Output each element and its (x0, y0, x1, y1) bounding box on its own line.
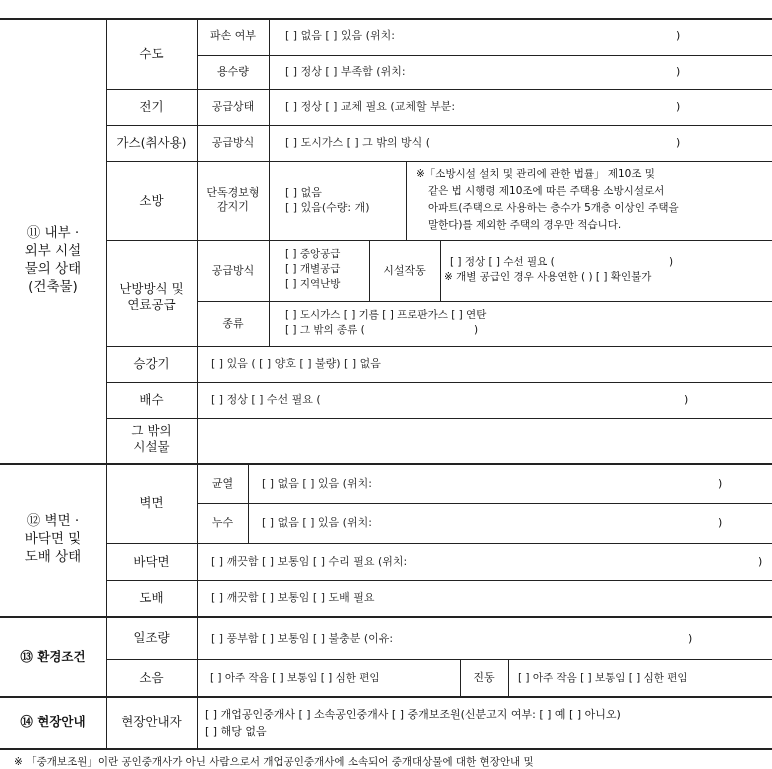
rule (406, 161, 407, 240)
heating-type-other[interactable]: [ ] 그 밖의 종류 ( (285, 324, 365, 336)
rule (106, 382, 772, 383)
rule (106, 240, 772, 241)
fire-label: 소방 (139, 193, 164, 208)
rule (106, 125, 772, 126)
rule (248, 463, 249, 543)
rule (197, 696, 198, 748)
noise-options[interactable]: [ ] 아주 작음 [ ] 보통임 [ ] 심한 편임 (210, 672, 380, 684)
fire-sub-label-1: 단독경보형 (206, 186, 260, 199)
guide-options[interactable]: [ ] 개업공인중개사 [ ] 소속공인중개사 [ ] 중개보조원(신분고지 여부: [ ] 예 [ ] 아니오) (205, 708, 621, 721)
section-13-title: ⑬ 환경조건 (20, 649, 86, 664)
rule (106, 418, 772, 419)
wallpaper-label: 도배 (139, 590, 164, 605)
heating-type-options[interactable]: [ ] 도시가스 [ ] 기름 [ ] 프로판가스 [ ] 연탄 (285, 309, 487, 321)
section-12-line2: 바닥면 및 (24, 531, 82, 547)
heating-type-label: 종류 (222, 317, 244, 330)
rule (440, 240, 441, 301)
electric-options[interactable]: [ ] 정상 [ ] 교체 필요 (교체할 부분: (285, 100, 456, 113)
drainage-options[interactable]: [ ] 정상 [ ] 수선 필요 ( (211, 393, 321, 406)
heating-lifespan-note[interactable]: ※ 개별 공급인 경우 사용연한 ( ) [ ] 확인불가 (444, 271, 652, 283)
close-paren: ) (676, 136, 681, 149)
wallpaper-options[interactable]: [ ] 깨끗함 [ ] 보통임 [ ] 도배 필요 (211, 591, 375, 604)
vibration-options[interactable]: [ ] 아주 작음 [ ] 보통임 [ ] 심한 편임 (518, 672, 688, 684)
wall-leak-options[interactable]: [ ] 없음 [ ] 있음 (위치: (262, 516, 372, 529)
heating-operation-options[interactable]: [ ] 정상 [ ] 수선 필요 ( (450, 256, 555, 268)
wall-crack-options[interactable]: [ ] 없음 [ ] 있음 (위치: (262, 477, 372, 490)
floor-label: 바닥면 (133, 554, 170, 569)
rule (197, 503, 772, 504)
footnote: ※ 「중개보조원」이란 공인중개사가 아닌 사람으로서 개업공인중개사에 소속되어 중개대상물에 대한 현장안내 및 (14, 756, 534, 768)
water-damage-label: 파손 여부 (209, 29, 256, 42)
rule (106, 543, 772, 544)
sunlight-options[interactable]: [ ] 풍부함 [ ] 보통임 [ ] 불충분 (이유: (211, 632, 394, 645)
section-12-line1: ⑫ 벽면 · (26, 513, 80, 529)
rule (197, 616, 198, 696)
rule (197, 346, 198, 463)
rule (197, 55, 772, 56)
rule (197, 301, 772, 302)
wall-crack-label: 균열 (211, 477, 234, 490)
guide-label: 현장안내자 (121, 714, 182, 729)
section-14-title: ⑭ 현장안내 (20, 714, 86, 729)
section-11-line2: 외부 시설 (24, 243, 82, 259)
rule (106, 161, 772, 162)
fire-note-line1: ※「소방시설 설치 및 관리에 관한 법률」 제10조 및 (416, 168, 655, 180)
gas-label: 가스(취사용) (116, 135, 187, 150)
fire-option-none[interactable]: [ ] 없음 (285, 186, 322, 199)
section-11-line4: (건축물) (28, 279, 78, 295)
rule (0, 748, 772, 750)
rule (106, 346, 772, 347)
close-paren: ) (718, 516, 723, 529)
other-facility-label-1: 그 밖의 (131, 423, 172, 438)
rule (0, 463, 772, 465)
gas-options[interactable]: [ ] 도시가스 [ ] 그 밖의 방식 ( (285, 136, 431, 149)
guide-none-option[interactable]: [ ] 해당 없음 (205, 725, 267, 738)
elevator-label: 승강기 (133, 356, 170, 371)
heating-supply-district[interactable]: [ ] 지역난방 (285, 278, 341, 290)
electric-sub-label: 공급상태 (211, 100, 255, 113)
close-paren: ) (676, 65, 681, 78)
wall-label: 벽면 (139, 495, 164, 510)
close-paren: ) (676, 100, 681, 113)
noise-label: 소음 (139, 670, 164, 685)
fire-option-present[interactable]: [ ] 있음(수량: 개) (285, 201, 370, 214)
water-damage-options[interactable]: [ ] 없음 [ ] 있음 (위치: (285, 29, 395, 42)
close-paren: ) (688, 632, 693, 645)
heating-label-2: 연료공급 (127, 297, 176, 312)
heating-label-1: 난방방식 및 (119, 281, 184, 296)
water-label: 수도 (139, 46, 164, 61)
sunlight-label: 일조량 (133, 630, 170, 645)
rule (0, 696, 772, 698)
drainage-label: 배수 (139, 392, 164, 407)
close-paren: ) (758, 555, 763, 568)
rule (106, 89, 772, 90)
fire-note-line3: 아파트(주택으로 사용하는 층수가 5개층 이상인 주택을 (428, 202, 679, 214)
other-facility-label-2: 시설물 (133, 439, 170, 454)
rule (269, 18, 270, 346)
heating-supply-central[interactable]: [ ] 중앙공급 (285, 248, 341, 260)
rule (106, 659, 772, 660)
gas-sub-label: 공급방식 (211, 136, 255, 149)
vibration-label: 진동 (473, 671, 495, 684)
rule (0, 18, 772, 20)
section-11-line1: ⑪ 내부 · (26, 225, 80, 241)
rule (106, 580, 772, 581)
elevator-options[interactable]: [ ] 있음 ( [ ] 양호 [ ] 불량) [ ] 없음 (211, 357, 381, 370)
heating-supply-label: 공급방식 (211, 264, 255, 277)
fire-note-line2: 같은 법 시행령 제10조에 따른 주택용 소방시설로서 (428, 185, 665, 197)
close-paren: ) (676, 29, 681, 42)
water-supply-label: 용수량 (217, 65, 249, 78)
section-12-line3: 도배 상태 (24, 549, 82, 565)
close-paren: ) (669, 256, 674, 268)
section-11-line3: 물의 상태 (24, 261, 82, 277)
electric-label: 전기 (139, 99, 164, 114)
floor-options[interactable]: [ ] 깨끗함 [ ] 보통임 [ ] 수리 필요 (위치: (211, 555, 408, 568)
water-supply-options[interactable]: [ ] 정상 [ ] 부족함 (위치: (285, 65, 406, 78)
rule (508, 659, 509, 696)
fire-sub-label-2: 감지기 (217, 200, 249, 213)
close-paren: ) (718, 477, 723, 490)
fire-note-line4: 말한다)를 제외한 주택의 경우만 적습니다. (428, 219, 622, 231)
wall-leak-label: 누수 (211, 516, 234, 529)
close-paren: ) (474, 324, 479, 336)
close-paren: ) (684, 393, 689, 406)
heating-operation-label: 시설작동 (383, 264, 426, 277)
rule (0, 616, 772, 618)
heating-supply-individual[interactable]: [ ] 개별공급 (285, 263, 341, 275)
